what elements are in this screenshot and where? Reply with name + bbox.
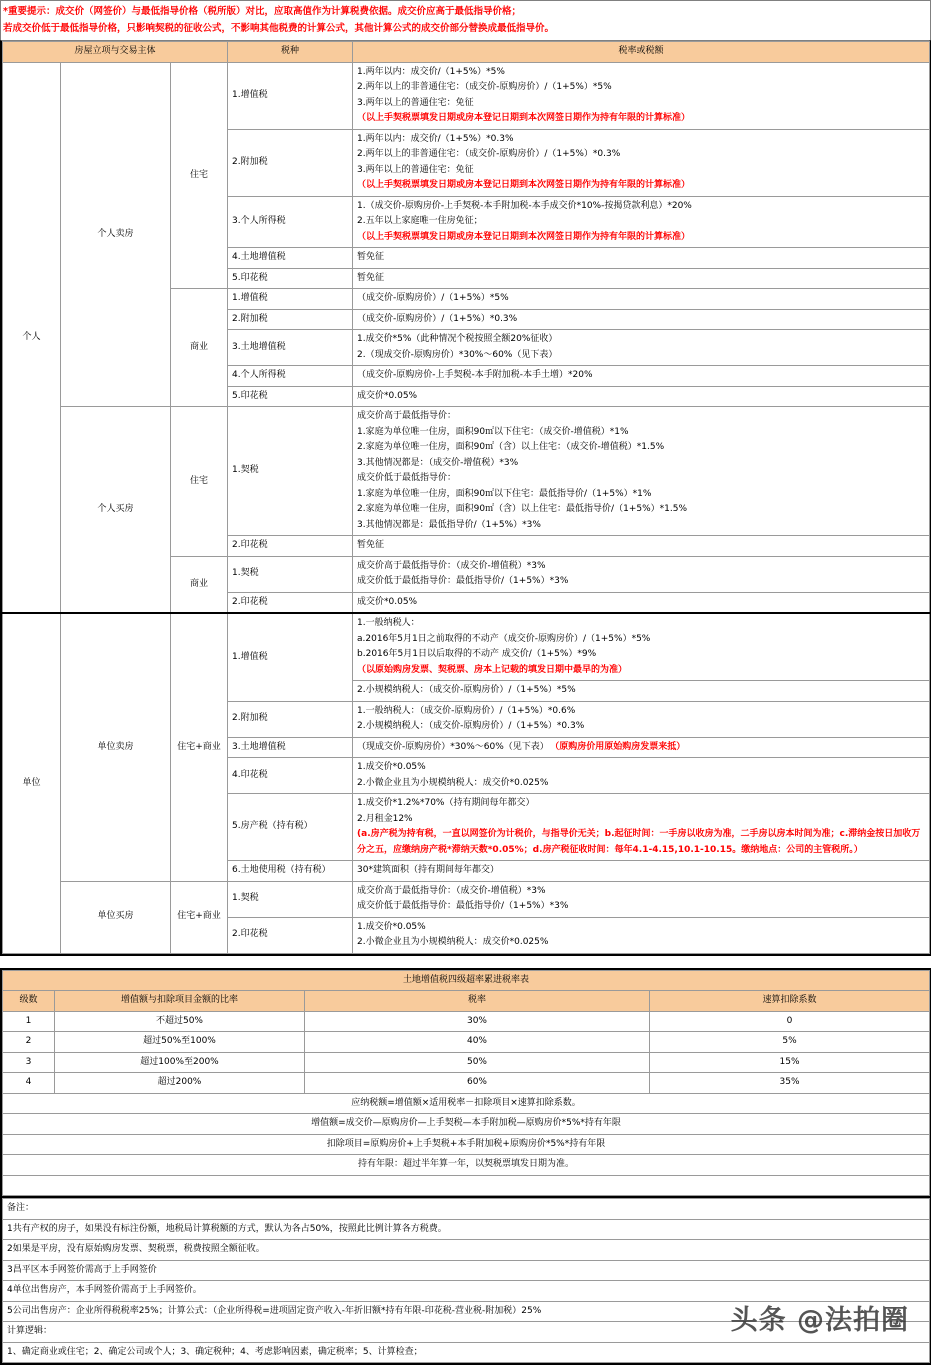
note-item: 1共有产权的房子，如果没有标注份额，地税局计算税额的方式，默认为各占50%，按照此比例计算各方税费。 — [3, 1219, 930, 1240]
rate-line: 1.成交价*1.2%*70%（持有期间每年都交） — [357, 798, 535, 808]
tax-rate-cell — [353, 407, 930, 536]
rate-line: 3.两年以上的普通住宅：免征 — [357, 164, 474, 175]
lvat-formula: 应纳税额=增值额×适用税率－扣除项目×速算扣除系数。 — [3, 1093, 930, 1114]
rate-line: 1.（成交价-原购房价-上手契税-本手附加税-本手成交价*10%-按揭贷款利息）*20% — [357, 200, 692, 211]
rate-line: 3.两年以上的普通住宅：免征 — [357, 97, 474, 108]
lvat-table-wrapper — [0, 968, 931, 1199]
tax-name: 6.土地使用税（持有税） — [228, 861, 353, 882]
tax-rate-cell — [353, 309, 930, 330]
header-tax-type: 税种 — [228, 42, 353, 63]
lvat-level: 2 — [3, 1032, 55, 1053]
tax-rate-cell — [353, 758, 930, 794]
note-item: 4单位出售房产，本手网签价需高于上手网签价。 — [3, 1281, 930, 1302]
tax-name: 1.增值税 — [228, 289, 353, 310]
rate-line: 2.五年以上家庭唯一住房免征； — [357, 216, 483, 226]
rate-line: 暂免征 — [357, 252, 385, 262]
rate-line: 1.成交价*0.05% — [357, 921, 426, 932]
tax-rate-cell — [353, 386, 930, 407]
group-unit-sell: 单位卖房 — [61, 613, 171, 881]
table-row — [3, 407, 930, 536]
group-unit-buy: 单位买房 — [61, 881, 171, 953]
table-row — [3, 1260, 930, 1281]
table-row — [3, 1301, 930, 1322]
group-commercial-buy: 商业 — [171, 556, 228, 613]
lvat-deduction: 5% — [650, 1032, 930, 1053]
table-row — [3, 1175, 930, 1196]
tax-name: 2.印花税 — [228, 592, 353, 613]
table-row — [3, 1114, 930, 1135]
tax-name: 1.契税 — [228, 556, 353, 592]
table-row — [3, 1281, 930, 1302]
watermark: 头条 @法拍圈 — [730, 1305, 909, 1336]
tax-rate-cell — [353, 794, 930, 861]
lvat-title: 土地增值税四级超率累进税率表 — [3, 970, 930, 991]
rate-line: 3.其他情况都是：最低指导价/（1+5%）*3% — [357, 519, 541, 530]
notice-line-1: *重要提示：成交价（网签价）与最低指导价格（税所版）对比，应取高值作为计算税费依据。成交价应高于最低指导价格； — [3, 6, 521, 17]
table-row — [3, 1155, 930, 1176]
tax-name: 4.土地增值税 — [228, 248, 353, 269]
rate-line: 成交价高于最低指导价： — [357, 411, 457, 421]
lvat-formula: 持有年限：超过半年算一年，以契税票填发日期为准。 — [3, 1155, 930, 1176]
rate-note-red: （以上手契税票填发日期或房本登记日期到本次网签日期作为持有年限的计算标准） — [357, 231, 691, 242]
table-row — [3, 1052, 930, 1073]
rate-line: 1.家庭为单位唯一住房，面积90㎡以下住宅：（成交价-增值税）*1% — [357, 426, 629, 437]
table-row — [3, 1219, 930, 1240]
notes-table — [2, 1198, 930, 1363]
note-item: 3昌平区本手网签价需高于上手网签价 — [3, 1260, 930, 1281]
rate-line: （成交价-原购房价）/（1+5%）*0.3% — [357, 313, 518, 324]
rate-line: 3.其他情况都是：（成交价-增值税）*3% — [357, 457, 519, 468]
table-row — [3, 62, 930, 129]
tax-name: 1.增值税 — [228, 613, 353, 701]
lvat-formula: 增值额=成交价—原购房价—上手契税—本手附加税—原购房价*5%*持有年限 — [3, 1114, 930, 1135]
tax-rate-cell — [353, 917, 930, 953]
main-table-body — [3, 62, 930, 953]
lvat-deduction: 35% — [650, 1073, 930, 1094]
rate-line: 2.月租金12% — [357, 813, 413, 824]
tax-rate-cell — [353, 62, 930, 129]
table-row — [3, 613, 930, 701]
tax-rate-cell — [353, 268, 930, 289]
tax-name: 1.增值税 — [228, 62, 353, 129]
tax-name: 3.土地增值税 — [228, 737, 353, 758]
lvat-level: 3 — [3, 1052, 55, 1073]
table-row — [3, 1011, 930, 1032]
rate-line: 2.（现成交价-原购房价）*30%～60%（见下表） — [357, 349, 558, 360]
table-row — [3, 881, 930, 917]
lvat-ratio: 超过100%至200% — [55, 1052, 305, 1073]
tax-name: 2.附加税 — [228, 701, 353, 737]
lvat-header-rate: 税率 — [305, 991, 650, 1012]
tax-name: 5.印花税 — [228, 386, 353, 407]
group-unit: 单位 — [3, 613, 61, 953]
rate-line: 成交价*0.05% — [357, 596, 418, 607]
table-row — [3, 1032, 930, 1053]
rate-line: 1.成交价*5%（此种情况个税按照全额20%征收） — [357, 334, 558, 344]
notes-label: 备注： — [3, 1199, 930, 1220]
rate-line: （成交价-原购房价-上手契税-本手附加税-本手土增）*20% — [357, 370, 593, 380]
lvat-level: 4 — [3, 1073, 55, 1094]
notice-line-2: 若成交价低于最低指导价格，只影响契税的征收公式，不影响其他税费的计算公式，其他计算公式的成交价部分替换成最低指导价。 — [3, 23, 555, 34]
tax-name: 5.房产税（持有税） — [228, 794, 353, 861]
rate-line: 2.家庭为单位唯一住房，面积90㎡（含）以上住宅：最低指导价/（1+5%）*1.5% — [357, 504, 687, 514]
tax-name: 4.印花税 — [228, 758, 353, 794]
tax-name: 2.附加税 — [228, 309, 353, 330]
lvat-level: 1 — [3, 1011, 55, 1032]
group-individual-sell: 个人卖房 — [61, 62, 171, 407]
rate-note-red-inline: （原购房价用原始购房发票来抵） — [554, 741, 686, 752]
tax-name: 3.土地增值税 — [228, 330, 353, 366]
rate-line: 1.两年以内：成交价/（1+5%）*0.3% — [357, 133, 514, 144]
tax-name: 5.印花税 — [228, 268, 353, 289]
tax-name: 2.印花税 — [228, 536, 353, 557]
lvat-deduction: 15% — [650, 1052, 930, 1073]
lvat-header-row — [3, 991, 930, 1012]
lvat-rate: 40% — [305, 1032, 650, 1053]
section-spacer — [0, 956, 931, 968]
table-row — [3, 1342, 930, 1363]
table-row — [3, 1240, 930, 1261]
rate-note-red: （以原始购房发票、契税票、房本上记载的填发日期中最早的为准） — [357, 664, 628, 675]
rate-line: 2.小规模纳税人：（成交价-原购房价）/（1+5%）*0.3% — [357, 721, 585, 731]
main-tax-table-wrapper — [0, 40, 931, 956]
tax-rate-cell — [353, 881, 930, 917]
rate-line: 成交价低于最低指导价： — [357, 473, 457, 483]
rate-line: 2.小微企业且为小规模纳税人：成交价*0.025% — [357, 937, 549, 947]
lvat-blank-row — [3, 1175, 930, 1196]
group-individual-buy: 个人买房 — [61, 407, 171, 614]
tax-rate-cell — [353, 861, 930, 882]
header-rate: 税率或税额 — [353, 42, 930, 63]
rate-line: 成交价*0.05% — [357, 390, 418, 401]
group-residential-sell: 住宅 — [171, 62, 228, 289]
rate-line: 成交价低于最低指导价：最低指导价/（1+5%）*3% — [357, 901, 569, 911]
tax-rate-cell — [353, 536, 930, 557]
rate-line: （现成交价-原购房价）*30%～60%（见下表） — [357, 741, 549, 752]
rate-line: 2.两年以上的非普通住宅：（成交价-原购房价）/（1+5%）*0.3% — [357, 149, 621, 159]
tax-rate-cell — [353, 556, 930, 592]
tax-name: 1.契税 — [228, 407, 353, 536]
rate-line: 成交价高于最低指导价：（成交价-增值税）*3% — [357, 885, 546, 896]
lvat-header-level: 级数 — [3, 991, 55, 1012]
tax-rate-cell — [353, 289, 930, 310]
rate-line: 2.小规模纳税人：（成交价-原购房价）/（1+5%）*5% — [353, 680, 929, 699]
tax-rate-cell — [353, 196, 930, 248]
tax-name: 2.附加税 — [228, 129, 353, 196]
tax-name: 3.个人所得税 — [228, 196, 353, 248]
table-row — [3, 1199, 930, 1220]
rate-note-red: (a.房产税为持有税，一直以网签价为计税价，与指导价无关；b.起征时间：一手房以收房为准，二手房以房本时间为准；c.滞纳金按日加收万 — [357, 829, 921, 839]
rate-line: 暂免征 — [357, 272, 385, 283]
rate-line: 1.两年以内：成交价/（1+5%）*5% — [357, 66, 505, 77]
rate-line: （成交价-原购房价）/（1+5%）*5% — [357, 293, 509, 303]
tax-rate-cell — [353, 737, 930, 758]
tax-rate-cell — [353, 366, 930, 387]
tax-rate-cell — [353, 330, 930, 366]
group-individual: 个人 — [3, 62, 61, 613]
lvat-deduction: 0 — [650, 1011, 930, 1032]
group-res-com-sell: 住宅+商业 — [171, 613, 228, 881]
important-notice-banner — [0, 0, 931, 40]
rate-note-red: （以上手契税票填发日期或房本登记日期到本次网签日期作为持有年限的计算标准） — [357, 180, 691, 190]
tax-name: 2.印花税 — [228, 917, 353, 953]
lvat-table — [2, 970, 930, 1197]
tax-rate-cell — [353, 248, 930, 269]
tax-rate-cell — [353, 129, 930, 196]
lvat-rate: 60% — [305, 1073, 650, 1094]
table-row — [3, 1134, 930, 1155]
table-row — [3, 1322, 930, 1343]
note-item: 2如果是平房，没有原始购房发票、契税票，税费按照全额征收。 — [3, 1240, 930, 1261]
tax-rate-cell — [353, 592, 930, 613]
group-res-com-buy: 住宅+商业 — [171, 881, 228, 953]
calc-logic-item: 1、确定商业或住宅；2、确定公司或个人；3、确定税种；4、考虑影响因素，确定税率；5、计算检查； — [3, 1342, 930, 1363]
rate-line: 2.小微企业且为小规模纳税人：成交价*0.025% — [357, 777, 549, 788]
rate-line: 1.一般纳税人： — [357, 618, 420, 628]
lvat-title-row — [3, 970, 930, 991]
tax-rate-cell — [353, 613, 930, 701]
lvat-rate: 30% — [305, 1011, 650, 1032]
rate-line: 成交价高于最低指导价：（成交价-增值税）*3% — [357, 560, 546, 571]
rate-line: a.2016年5月1日之前取得的不动产（成交价-原购房价）/（1+5%）*5% — [357, 633, 651, 644]
table-row — [3, 1073, 930, 1094]
main-table-header-row — [3, 42, 930, 63]
table-row — [3, 1093, 930, 1114]
rate-line: b.2016年5月1日以后取得的不动产 成交价/（1+5%）*9% — [357, 649, 597, 659]
tax-rate-cell — [353, 701, 930, 737]
main-tax-table — [2, 41, 930, 954]
lvat-header-deduction: 速算扣除系数 — [650, 991, 930, 1012]
rate-line: 1.家庭为单位唯一住房，面积90㎡以下住宅：最低指导价/（1+5%）*1% — [357, 488, 652, 499]
header-subject: 房屋立项与交易主体 — [3, 42, 228, 63]
rate-line: 2.家庭为单位唯一住房，面积90㎡（含）以上住宅：（成交价-增值税）*1.5% — [357, 442, 665, 452]
lvat-ratio: 不超过50% — [55, 1011, 305, 1032]
group-residential-buy: 住宅 — [171, 407, 228, 557]
group-commercial-sell: 商业 — [171, 289, 228, 407]
tax-name: 4.个人所得税 — [228, 366, 353, 387]
notes-wrapper — [0, 1198, 931, 1365]
lvat-ratio: 超过200% — [55, 1073, 305, 1094]
calc-logic-label: 计算逻辑： — [3, 1322, 930, 1343]
rate-line: 1.一般纳税人：（成交价-原购房价）/（1+5%）*0.6% — [357, 705, 576, 716]
note-item: 5公司出售房产：企业所得税税率25%；计算公式：（企业所得税=进项固定资产收入-年折旧额*持有年限-印花税-营业税-附加税）25% — [3, 1301, 930, 1322]
rate-line: 1.成交价*0.05% — [357, 762, 426, 772]
rate-line: 30*建筑面积（持有期间每年都交） — [357, 865, 499, 875]
rate-line: 2.两年以上的非普通住宅：（成交价-原购房价）/（1+5%）*5% — [357, 82, 612, 92]
lvat-ratio: 超过50%至100% — [55, 1032, 305, 1053]
lvat-rate: 50% — [305, 1052, 650, 1073]
tax-name: 1.契税 — [228, 881, 353, 917]
rate-note-red: 分之五，应缴纳房产税*滞纳天数*0.05%；d.房产税征收时间：每年4.1-4.15,10.1-10.15。缴纳地点：公司的主管税所。） — [357, 844, 863, 855]
rate-line: 成交价低于最低指导价：最低指导价/（1+5%）*3% — [357, 576, 569, 586]
rate-line: 暂免征 — [357, 540, 385, 550]
rate-note-red: （以上手契税票填发日期或房本登记日期到本次网签日期作为持有年限的计算标准） — [357, 113, 691, 123]
lvat-header-ratio: 增值额与扣除项目金额的比率 — [55, 991, 305, 1012]
lvat-formula: 扣除项目=原购房价+上手契税+本手附加税+原购房价*5%*持有年限 — [3, 1134, 930, 1155]
